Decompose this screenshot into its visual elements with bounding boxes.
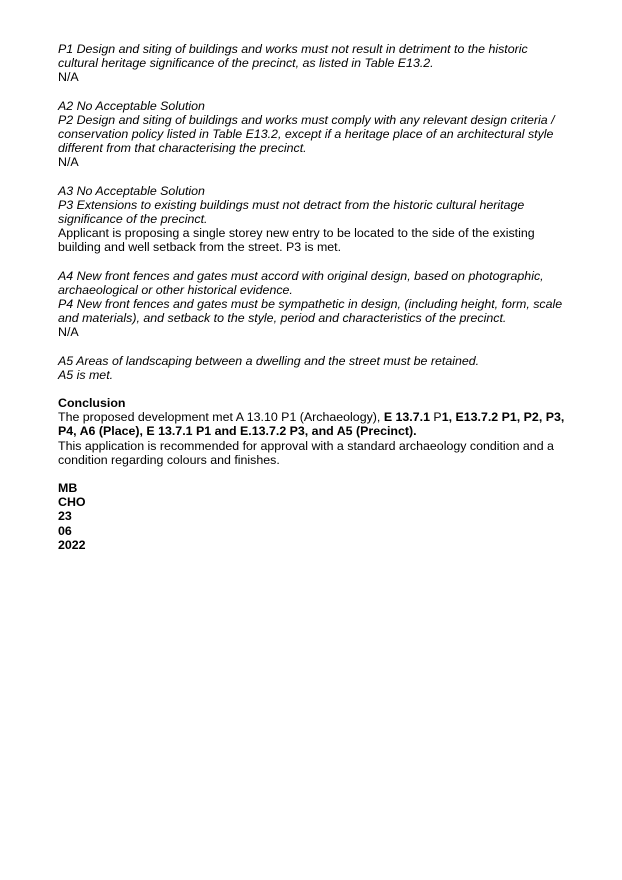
p4-result: N/A [58, 325, 79, 340]
p3-response-line-1: Applicant is proposing a single storey new entry to be located to the side of the existing [58, 226, 535, 241]
p2-text-line-1: P2 Design and siting of buildings and works must comply with any relevant design criteria / [58, 112, 555, 127]
signoff-day: 23 [58, 509, 72, 524]
recommendation-line-1: This application is recommended for approval with a standard archaeology condition and a [58, 438, 554, 453]
p1-text-line-1: P1 Design and siting of buildings and works must not result in detriment to the historic [58, 42, 528, 56]
signoff-officer: CHO [58, 495, 86, 510]
a2-section [58, 99, 588, 170]
conclusion-line-1-part-a: The proposed development met A 13.10 P1 (Archaeology), [58, 410, 384, 425]
spacer [58, 382, 588, 396]
a4-text-line-2: archaeological or other historical evidence. [58, 282, 293, 297]
spacer [58, 340, 588, 354]
p1-result: N/A [58, 70, 79, 85]
p3-text-line-1: P3 Extensions to existing buildings must not detract from the historic cultural heritage [58, 197, 525, 212]
conclusion-line-1-part-c: P [433, 410, 442, 425]
conclusion-line-1-part-b: E 13.7.1 [383, 410, 434, 425]
conclusion-line-1 [58, 410, 588, 424]
a2-heading: A2 No Acceptable Solution [58, 98, 205, 113]
signoff-section [58, 481, 588, 552]
p3-text-line-2: significance of the precinct. [58, 212, 208, 227]
a5-text: A5 Areas of landscaping between a dwelling and the street must be retained. [58, 353, 480, 368]
a5-section [58, 354, 588, 382]
a3-heading: A3 No Acceptable Solution [58, 183, 205, 198]
signoff-initials: MB [58, 481, 78, 496]
conclusion-line-1-part-d: 1, E13.7.2 P1, P2, P3, [441, 410, 565, 425]
p1-section [58, 42, 588, 85]
spacer [58, 467, 588, 481]
p2-text-line-3: different from that characterising the precinct. [58, 141, 307, 156]
spacer [58, 255, 588, 269]
signoff-month: 06 [58, 523, 72, 538]
conclusion-section [58, 396, 588, 467]
a4-section [58, 269, 588, 340]
p2-text-line-2: conservation policy listed in Table E13.2, except if a heritage place of an architectural style [58, 127, 554, 142]
conclusion-heading: Conclusion [58, 396, 126, 411]
p3-response-line-2: building and well setback from the street. P3 is met. [58, 240, 342, 255]
p1-text-line-2: cultural heritage significance of the precinct, as listed in Table E13.2. [58, 56, 434, 71]
conclusion-line-2: P4, A6 (Place), E 13.7.1 P1 and E.13.7.2 P3, and A5 (Precinct). [58, 424, 417, 439]
a5-result: A5 is met. [58, 367, 114, 382]
p4-text-line-1: P4 New front fences and gates must be sympathetic in design, (including height, form, scale [58, 297, 563, 312]
p2-result: N/A [58, 155, 79, 170]
document-page [58, 42, 588, 552]
a3-section [58, 184, 588, 255]
spacer [58, 85, 588, 99]
spacer [58, 170, 588, 184]
signoff-year: 2022 [58, 537, 86, 552]
a4-text-line-1: A4 New front fences and gates must accord with original design, based on photographic, [58, 268, 544, 283]
recommendation-line-2: condition regarding colours and finishes. [58, 452, 280, 467]
p4-text-line-2: and materials), and setback to the style, period and characteristics of the precinct. [58, 311, 507, 326]
